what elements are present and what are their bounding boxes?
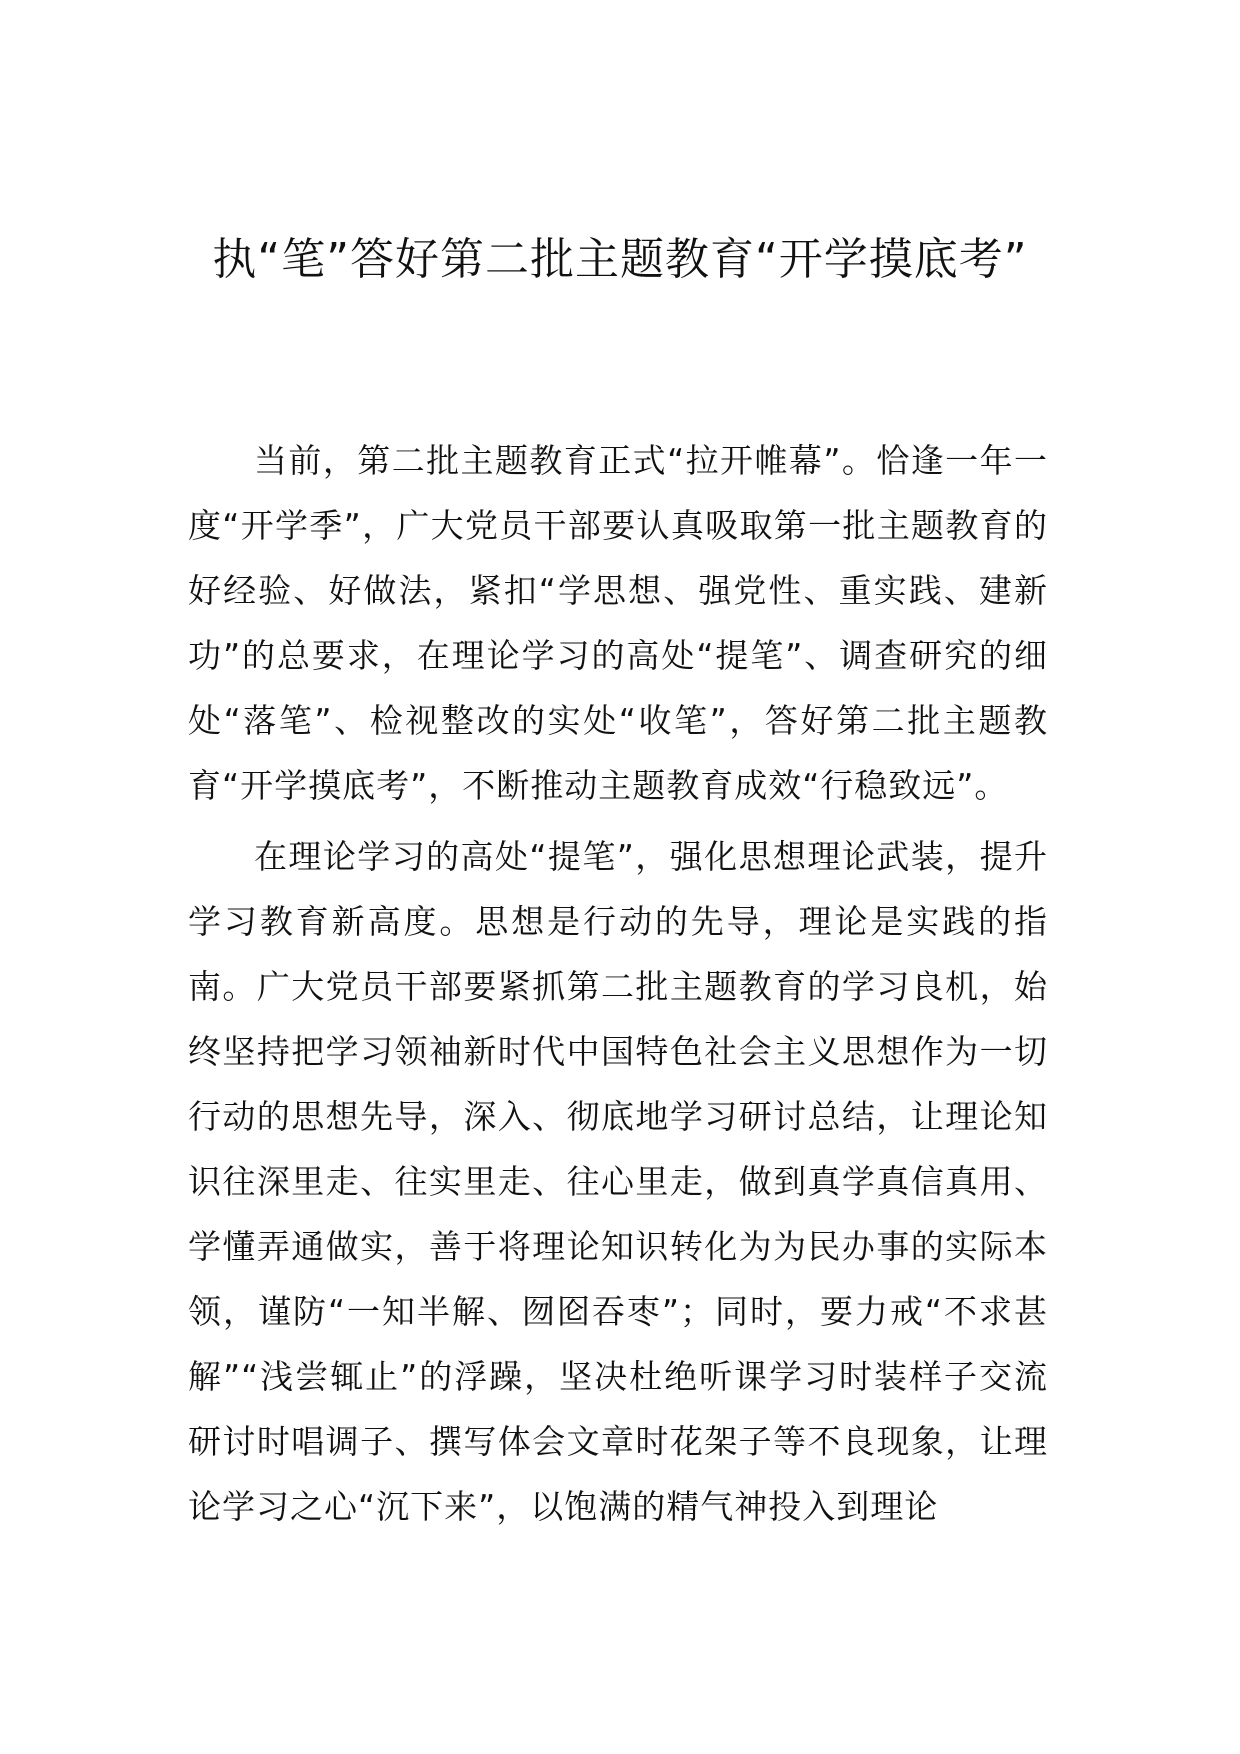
body-paragraph: 在理论学习的高处“提笔”，强化思想理论武装，提升学习教育新高度。思想是行动的先导，理论是实践的指南。广大党员干部要紧抓第二批主题教育的学习良机，始终坚持把学习领袖新时代中国特色社会主义思想作为一切行动的思想先导，深入、彻底地学习研讨总结，让理论知识往深里走、往实里走、往心里走，做到真学真信真用、学懂弄通做实，善于将理论知识转化为为民办事的实际本领，谨防“一知半解、囫囵吞枣”；同时，要力戒“不求甚解”“浅尝辄止”的浮躁，坚决杜绝听课学习时装样子交流研讨时唱调子、撰写体会文章时花架子等不良现象，让理论学习之心“沉下来”，以饱满的精气神投入到理论 [188,837,1048,1526]
document-title: 执“笔”答好第二批主题教育“开学摸底考” [212,234,1028,285]
document-body [188,428,1048,1539]
body-paragraph: 当前，第二批主题教育正式“拉开帷幕”。恰逢一年一度“开学季”，广大党员干部要认真吸取第一批主题教育的好经验、好做法，紧扣“学思想、强党性、重实践、建新功”的总要求，在理论学习的高处“提笔”、调查研究的细处“落笔”、检视整改的实处“收笔”，答好第二批主题教育“开学摸底考”，不断推动主题教育成效“行稳致远”。 [188,441,1048,805]
